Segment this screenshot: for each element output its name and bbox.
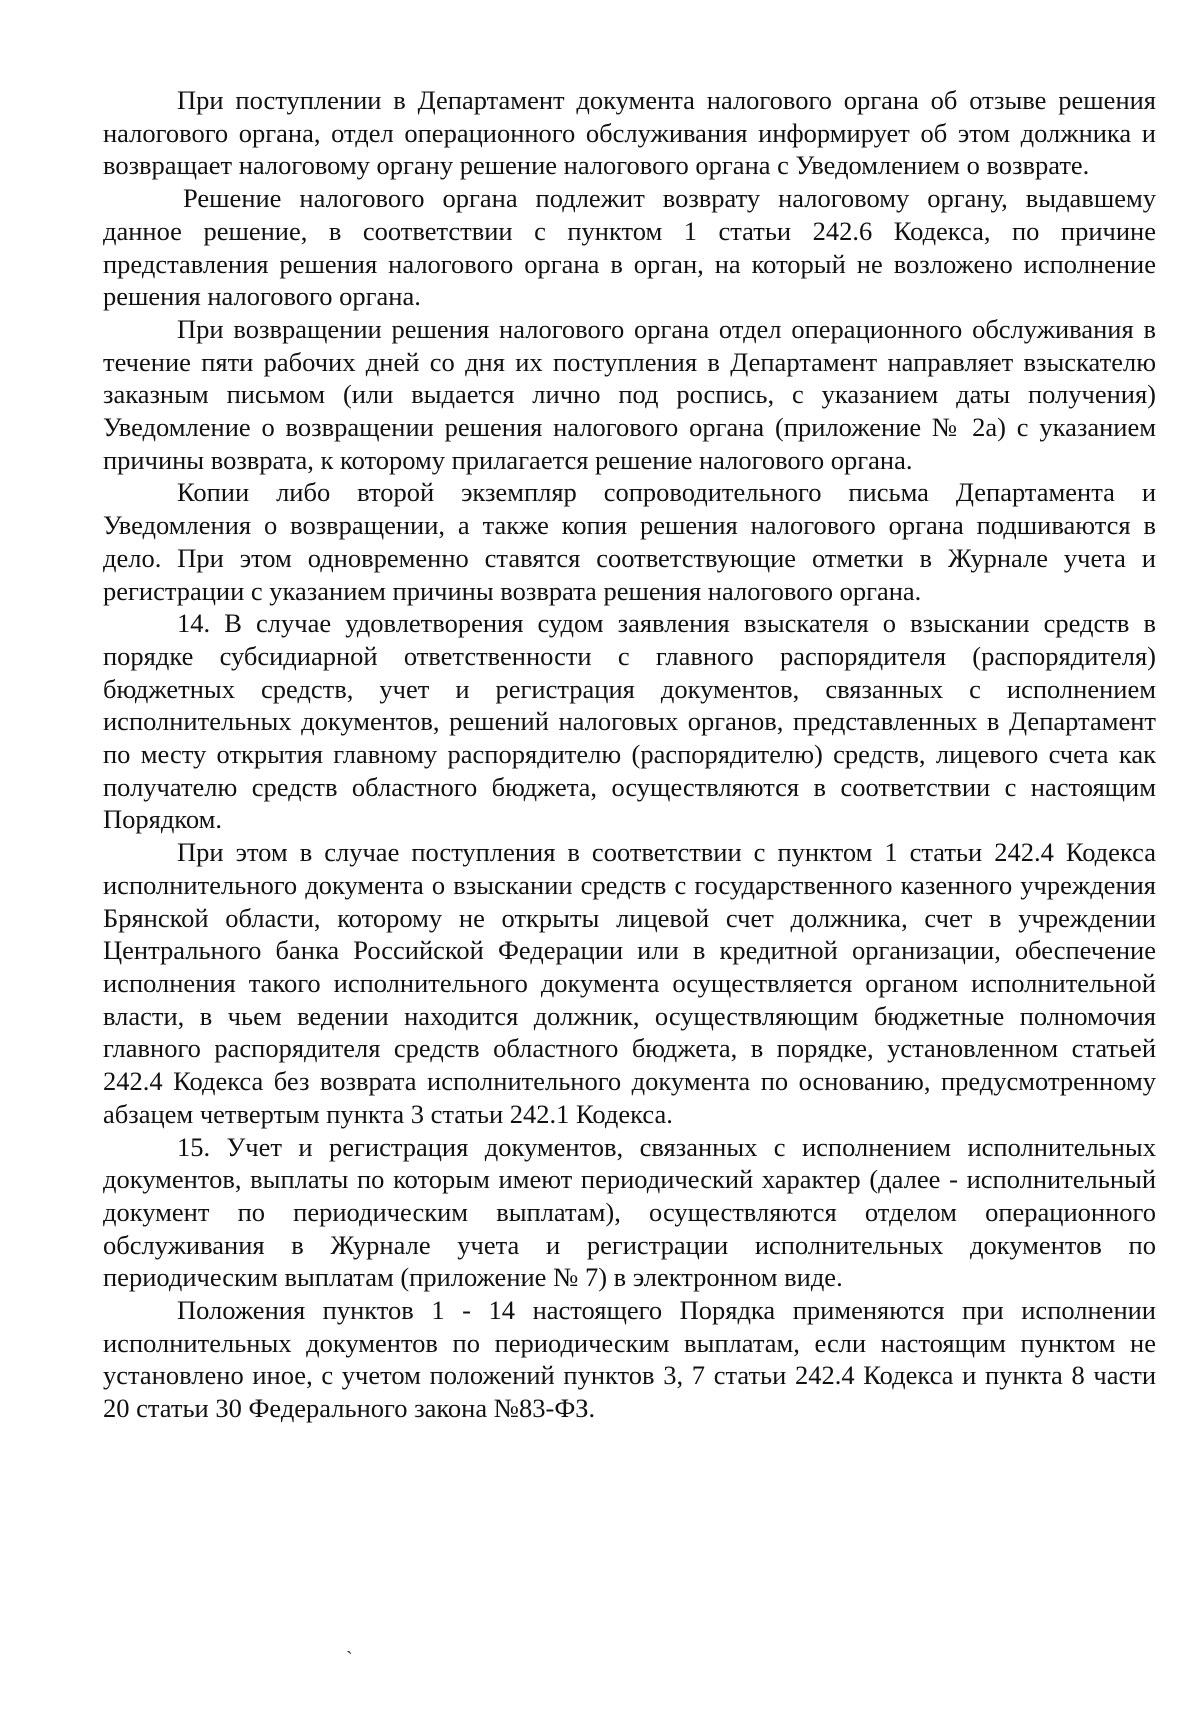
paragraph-state-institution: При этом в случае поступления в соответствии с пунктом 1 статьи 242.4 Кодекса исполнительного документа о взыскании средств с государственного казенного учреждения Брянской области, которому не открыты лицевой счет должника, счет в учреждении Центрального банка Российской Федерации или в кредитной организации, обеспечение исполнения такого исполнительного документа осуществляется органом исполнительной власти, в чьем ведении находится должник, осуществляющим бюджетные полномочия главного распорядителя средств областного бюджета, в порядке, установленном статьей 242.4 Кодекса без возврата исполнительного документа по основанию, предусмотренному абзацем четвертым пункта 3 статьи 242.1 Кодекса. [103,837,1156,1129]
paragraph-item-15: 15. Учет и регистрация документов, связанных с исполнением исполнительных документов, выплаты по которым имеют периодический характер (далее - исполнительный документ по периодическим выплатам), осуществляются отделом операционного обслуживания в Журнале учета и регистрации исполнительных документов по периодическим выплатам (приложение № 7) в электронном виде. [103,1131,1156,1293]
stray-mark: ` [346,1648,353,1670]
paragraph-tax-decision-withdrawal: При поступлении в Департамент документа налогового органа об отзыве решения налогового органа, отдел операционного обслуживания информирует об этом должника и возвращает налоговому органу решение налогового органа с Уведомлением о возврате. [103,85,1156,181]
document-body [103,84,1156,1425]
paragraph-return-notification: При возвращении решения налогового органа отдел операционного обслуживания в течение пяти рабочих дней со дня их поступления в Департамент направляет взыскателю заказным письмом (или выдается лично под роспись, с указанием даты получения) Уведомление о возвращении решения налогового органа (приложение № 2а) с указанием причины возврата, к которому прилагается решение налогового органа. [103,313,1156,475]
paragraph-copies-filed: Копии либо второй экземпляр сопроводительного письма Департамента и Уведомления о возвращении, а также копия решения налогового органа подшиваются в дело. При этом одновременно ставятся соответствующие отметки в Журнале учета и регистрации с указанием причины возврата решения налогового органа. [103,477,1156,606]
paragraph-provisions-apply: Положения пунктов 1 - 14 настоящего Порядка применяются при исполнении исполнительных документов по периодическим выплатам, если настоящим пунктом не установлено иное, с учетом положений пунктов 3, 7 статьи 242.4 Кодекса и пункта 8 части 20 статьи 30 Федерального закона №83-ФЗ. [103,1295,1156,1424]
paragraph-item-14: 14. В случае удовлетворения судом заявления взыскателя о взыскании средств в порядке субсидиарной ответственности с главного распорядителя (распорядителя) бюджетных средств, учет и регистрация документов, связанных с исполнением исполнительных документов, решений налоговых органов, представленных в Департамент по месту открытия главному распорядителю (распорядителю) средств, лицевого счета как получателю средств областного бюджета, осуществляются в соответствии с настоящим Порядком. [103,608,1156,835]
paragraph-decision-return: Решение налогового органа подлежит возврату налоговому органу, выдавшему данное решение, в соответствии с пунктом 1 статьи 242.6 Кодекса, по причине представления решения налогового органа в орган, на который не возложено исполнение решения налогового органа. [103,183,1156,312]
